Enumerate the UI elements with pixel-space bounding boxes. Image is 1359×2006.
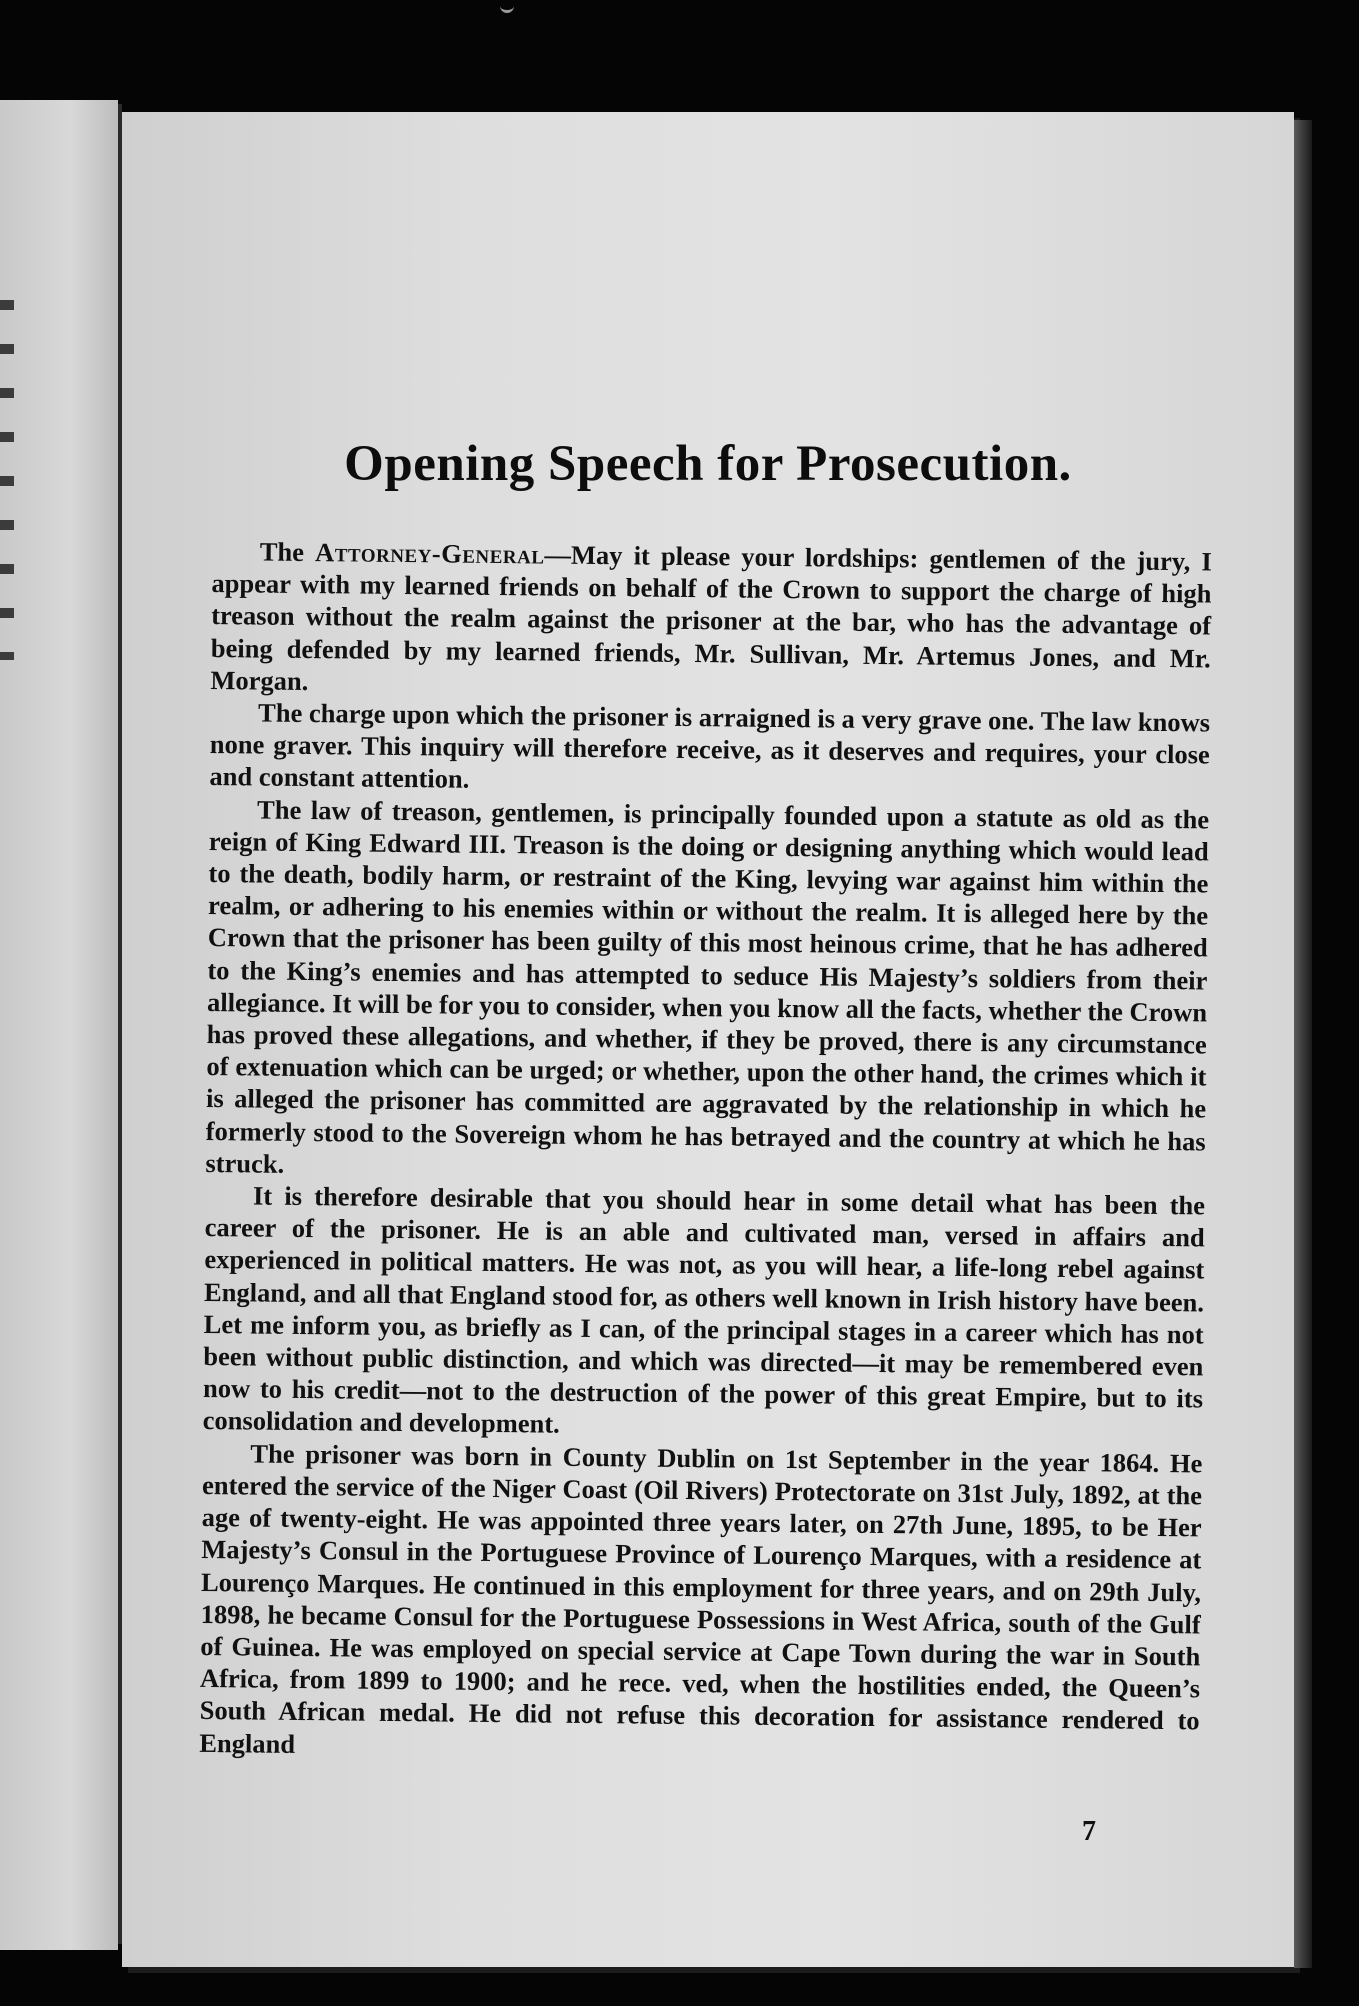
page-number: 7 xyxy=(1082,1816,1096,1847)
book-page xyxy=(122,112,1294,1967)
speaker-name: Attorney-General xyxy=(314,537,545,570)
paragraph-2: The charge upon which the prisoner is arraigned is a very grave one. The law knows none graver. This inquiry will therefore receive, as it deserves and requires, your close and constant attention. xyxy=(209,697,1211,795)
scan-artifact xyxy=(500,0,514,13)
paragraph-1: The Attorney-General—May it please your lordships: gentlemen of the jury, I appear with my learned friends on behalf of the Crown to support the charge of high treason without the realm against the prisoner at the bar, who has the advantage of being defended by my learned friends, Mr. Sullivan, Mr. Artemus Jones, and Mr. Morgan. xyxy=(210,536,1212,696)
paragraph-5: The prisoner was born in County Dublin on 1st September in the year 1864. He entered the service of the Niger Coast (Oil Rivers) Protectorate on 31st July, 1892, at the age of twenty-eight. He was appointed three years later, on 27th June, 1895, to be Her Majesty’s Consul in the Portuguese Province of Lourenço Marques, with a residence at Lourenço Marques. He continued in this employment for three years, and on 29th July, 1898, he became Consul for the Portuguese Possessions in West Africa, south of the Gulf of Guinea. He was employed on special service at Cape Town during the war in South Africa, from 1899 to 1900; and he rece. ved, when the hostilities ended, the Queen’s South African medal. He did not refuse this decoration for assistance rendered to England xyxy=(199,1438,1203,1759)
facing-page-text-fragments xyxy=(0,300,14,660)
page-heading: Opening Speech for Prosecution. xyxy=(344,436,1072,492)
paragraph-3: The law of treason, gentlemen, is principally founded upon a statute as old as the reign of King Edward III. Treason is the doing or designing anything which would lead to the death, bodily harm, or restraint of the King, levying war against him within the realm, or adhering to his enemies within or without the realm. It is alleged here by the Crown that the prisoner has been guilty of this most heinous crime, that he has adhered to the King’s enemies and has attempted to seduce His Majesty’s soldiers from their allegiance. It will be for you to consider, when you know all the facts, whether the Crown has proved these allegations, and whether, if they be proved, there is any circumstance of extenuation which can be urged; or whether, upon the other hand, the crimes which it is alleged the prisoner has committed are aggravated by the relationship in which he formerly stood to the Sovereign whom he has betrayed and the country at which he has struck. xyxy=(205,794,1210,1179)
speech-body xyxy=(199,535,1212,1769)
facing-page-edge xyxy=(0,100,118,1950)
paragraph-1-text: —May it please your lordships: gentlemen of the jury, I appear with my learned friends on behalf of the Crown to support the charge of high treason without the realm against the prisoner at the bar, who has the advantage of being defended by my learned friends, Mr. Sullivan, Mr. Artemus Jones, and Mr. Morgan. xyxy=(210,539,1212,696)
paragraph-4: It is therefore desirable that you should hear in some detail what has been the career of the prisoner. He is an able and cultivated man, versed in affairs and experienced in political matters. He was not, as you will hear, a life-long rebel against England, and all that England stood for, as others well known in Irish history have been. Let me inform you, as briefly as I can, of the principal stages in a career which has not been without public distinction, and which was directed—it may be remembered even now to his credit—not to the destruction of the power of this great Empire, but to its consolidation and development. xyxy=(202,1180,1206,1440)
page-stack-edge xyxy=(1294,120,1312,1968)
